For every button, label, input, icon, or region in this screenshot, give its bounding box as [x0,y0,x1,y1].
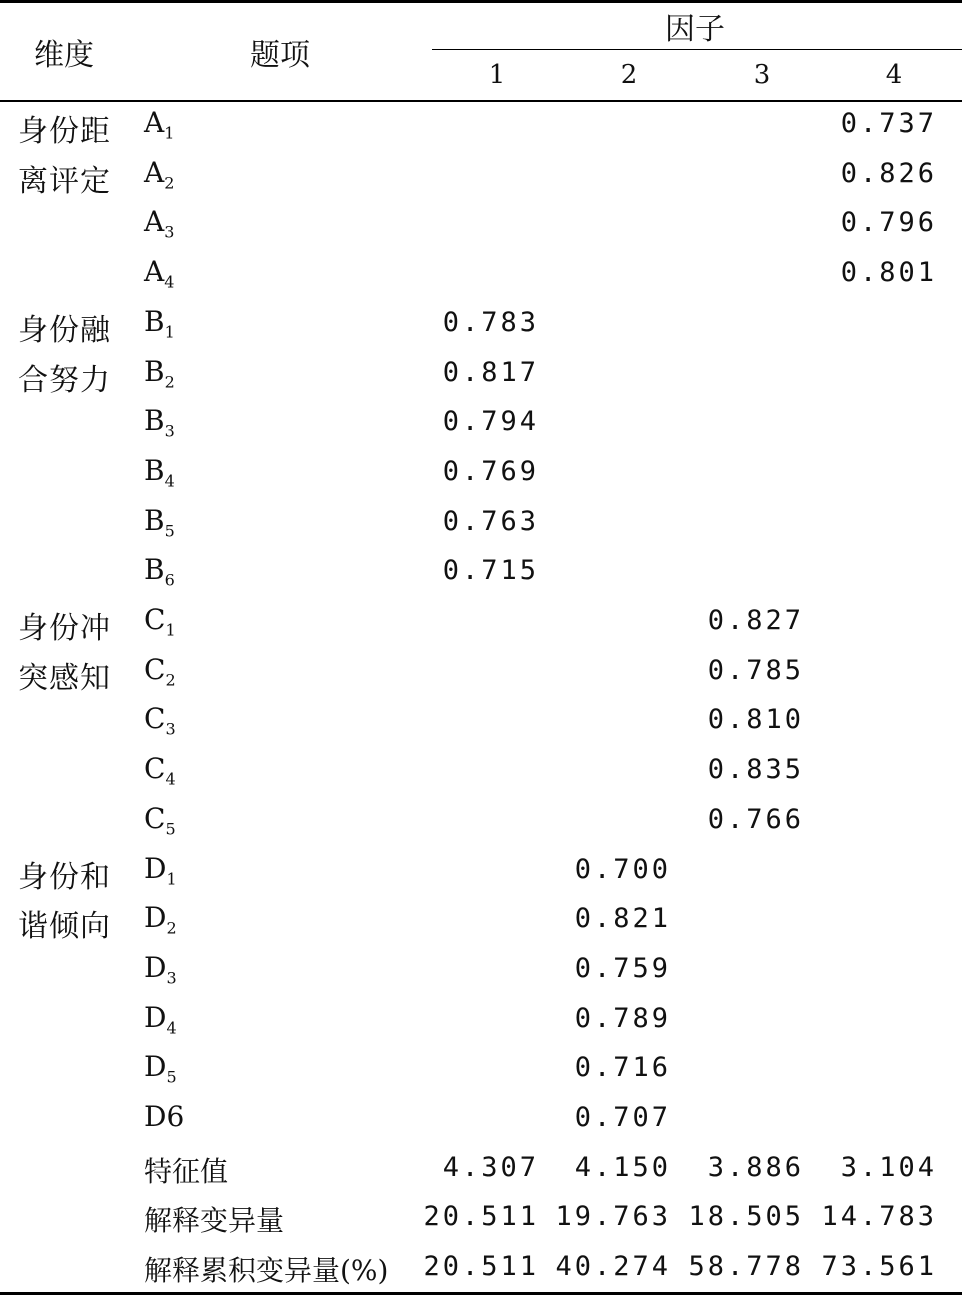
item-label [144,355,175,392]
item-subscript: 2 [164,372,175,392]
item-label [144,454,175,491]
item-letter: D [144,950,167,984]
item-subscript: 1 [165,620,176,640]
summary-value: 18.505 [688,1201,804,1233]
dimension-label: 身份和 [18,859,111,895]
item-column-header: 题项 [250,38,310,73]
item-letter: D [144,851,167,885]
summary-value: 20.511 [423,1201,539,1233]
dimension-column-header: 维度 [34,38,94,73]
item-letter: C [144,652,166,686]
factor-loading: 0.810 [707,704,804,736]
item-label [144,255,174,292]
factor-loading: 0.783 [442,306,539,338]
item-label [144,1001,177,1038]
item-letter: C [144,603,166,636]
factor-loading: 0.796 [840,207,937,239]
item-label [144,1050,177,1087]
dimension-label: 突感知 [18,660,111,696]
item-subscript: 3 [164,421,175,441]
factor-loading: 0.826 [840,157,937,189]
summary-label: 解释变异量 [144,1204,285,1238]
dimension-label: 合努力 [18,362,111,398]
dimension-label: 身份距 [18,114,111,149]
dimension-label: 谐倾向 [18,909,111,945]
factor-loading: 0.827 [707,605,804,636]
factor-loading: 0.716 [574,1052,671,1084]
item-label [144,951,177,988]
item-label [144,852,177,889]
factor-loading: 0.737 [840,108,937,139]
factor-loading: 0.801 [840,257,937,289]
factor-loading: 0.789 [574,1002,671,1034]
summary-value: 14.783 [821,1201,937,1233]
item-subscript: 5 [165,819,176,839]
item-letter: A [144,155,165,189]
table-top-rule [0,0,962,3]
item-letter: B [144,453,165,487]
factor-loading: 0.759 [574,952,671,984]
item-letter: D6 [144,1100,185,1133]
item-label [144,156,174,193]
item-letter: D [144,1050,167,1084]
item-letter: C [144,801,166,835]
factor-loading: 0.763 [442,505,539,537]
item-letter: C [144,702,166,736]
item-subscript: 2 [166,918,177,938]
item-label [144,205,174,242]
item-letter: D [144,901,167,935]
item-subscript: 4 [164,471,175,491]
item-label [144,404,175,441]
item-subscript: 5 [164,521,175,541]
factor-loading: 0.707 [574,1102,671,1133]
table-bottom-rule [0,1292,962,1295]
summary-value: 4.150 [574,1151,671,1183]
dimension-label: 身份冲 [18,611,111,646]
factor-number-2: 2 [620,60,638,90]
summary-value: 3.104 [840,1151,937,1183]
item-letter: B [144,404,165,438]
item-label [144,802,176,839]
factor-number-1: 1 [488,60,506,90]
summary-value: 19.763 [555,1201,671,1233]
item-subscript: 1 [164,123,175,143]
factor-number-3: 3 [753,60,771,90]
item-letter: D [144,1000,167,1034]
item-subscript: 1 [166,869,177,889]
header-bottom-rule [0,100,962,102]
summary-label: 解释累积变异量(%) [144,1254,389,1288]
summary-value: 20.511 [423,1251,539,1283]
item-letter: B [144,553,165,587]
summary-value: 73.561 [821,1251,937,1283]
item-label [144,702,176,739]
item-subscript: 1 [164,322,175,342]
item-label [144,106,174,143]
item-letter: A [144,205,165,239]
item-label [144,504,175,541]
factor-loading: 0.785 [707,654,804,686]
item-label [144,901,177,938]
factor-loading: 0.766 [707,803,804,835]
item-subscript: 3 [165,719,176,739]
item-letter: B [144,503,165,537]
summary-value: 3.886 [707,1151,804,1183]
factor-loading: 0.700 [574,853,671,885]
dimension-label: 身份融 [18,312,111,348]
item-letter: A [144,106,165,139]
item-label [144,1100,184,1137]
item-label [144,752,176,789]
item-label [144,603,176,640]
dimension-label: 离评定 [18,163,111,199]
summary-label: 特征值 [144,1154,229,1188]
factor-number-4: 4 [885,60,903,90]
factor-loading: 0.817 [442,356,539,388]
factor-loading: 0.835 [707,754,804,786]
item-label [144,553,175,590]
item-subscript: 4 [166,1018,177,1038]
summary-value: 58.778 [688,1251,804,1283]
item-subscript: 5 [166,1067,177,1087]
summary-value: 40.274 [555,1251,671,1283]
factor-header-rule [432,49,962,50]
item-subscript: 6 [164,570,175,590]
factor-loading: 0.794 [442,406,539,438]
item-subscript: 2 [164,173,175,193]
item-label [144,653,176,690]
factor-column-header: 因子 [665,12,725,47]
item-letter: C [144,752,166,786]
summary-value: 4.307 [442,1151,539,1183]
item-letter: B [144,304,165,338]
item-subscript: 4 [165,769,176,789]
item-subscript: 4 [164,272,175,292]
factor-loading: 0.769 [442,455,539,487]
item-subscript: 2 [165,670,176,690]
item-subscript: 3 [164,222,175,242]
item-subscript: 3 [166,968,177,988]
item-letter: B [144,354,165,388]
factor-loading: 0.821 [574,903,671,935]
factor-loading: 0.715 [442,555,539,587]
item-letter: A [144,255,165,289]
item-label [144,305,175,342]
